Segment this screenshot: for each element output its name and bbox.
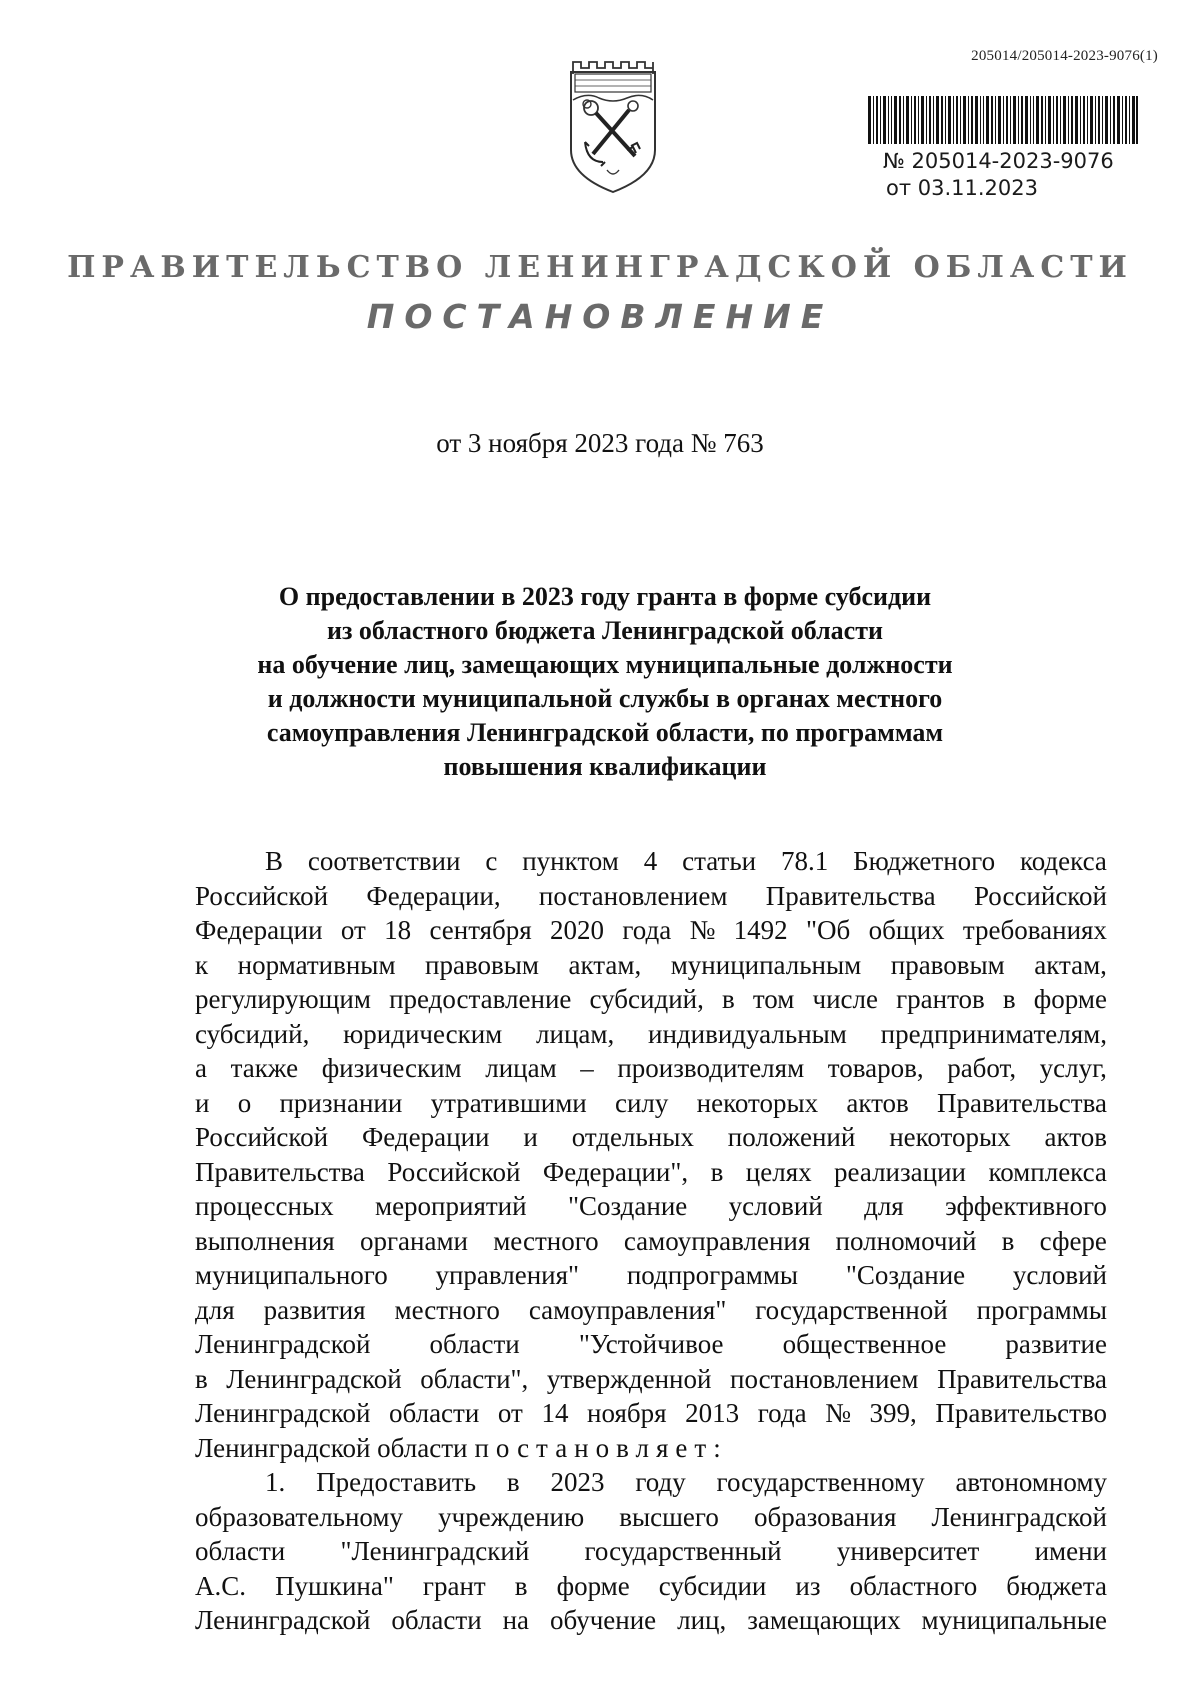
body-word: Федерации", (542, 1156, 689, 1187)
body-word: самоуправления (623, 1225, 811, 1256)
body-word: в (710, 1156, 724, 1187)
body-line (195, 1086, 1107, 1121)
body-word: 1492 (733, 915, 788, 945)
body-word: 18 (384, 915, 412, 945)
body-word: пунктом (522, 846, 619, 876)
body-word: года (757, 1398, 807, 1428)
body-word: силу (615, 1087, 669, 1118)
body-line (195, 879, 1107, 914)
body-line (195, 1051, 1107, 1086)
body-line (195, 1293, 1107, 1328)
body-word: числе (812, 984, 878, 1014)
body-line (195, 1603, 1107, 1638)
body-word: лицам (485, 1053, 557, 1083)
body-word: условий (1012, 1260, 1107, 1290)
body-word: предпринимателям, (880, 1018, 1107, 1049)
body-word: комплекса (988, 1156, 1107, 1187)
body-word: "Создание (845, 1260, 966, 1290)
body-word: "Устойчивое (578, 1329, 724, 1359)
heading-line: О предоставлении в 2023 году гранта в форме субсидии (278, 582, 932, 611)
body-word: постановлением (730, 1363, 919, 1394)
body-word: актам, (1034, 949, 1107, 980)
body-word: образования (753, 1501, 897, 1532)
body-word: муниципальным (670, 949, 862, 980)
body-line (195, 1327, 1107, 1362)
body-word: в (506, 1467, 520, 1497)
body-word: индивидуальным (648, 1018, 847, 1049)
body-word: "Об (805, 915, 851, 945)
body-word: местного (394, 1294, 500, 1325)
body-word: о (237, 1087, 252, 1118)
body-word: от (340, 915, 366, 945)
body-word: области (391, 1605, 482, 1635)
body-word: условий (728, 1191, 823, 1221)
body-word: области (429, 1329, 520, 1359)
body-word: № (825, 1398, 851, 1428)
body-word: обучение (550, 1605, 657, 1635)
body-word: – (580, 1053, 594, 1083)
body-word: 399, (869, 1398, 917, 1428)
body-word: предоставление (389, 984, 572, 1014)
body-word: выполнения (195, 1225, 335, 1256)
body-word: субсидии (658, 1570, 767, 1601)
body-line (195, 982, 1107, 1017)
body-word: Федерации (361, 1122, 490, 1152)
body-line (195, 1465, 1107, 1500)
body-word: к (195, 949, 209, 980)
body-line (195, 844, 1107, 879)
body-word: Российской (195, 880, 329, 911)
body-word: и (523, 1122, 538, 1152)
body-word: с (485, 846, 498, 876)
body-word: лиц, (677, 1605, 727, 1635)
body-word: актам, (568, 949, 642, 980)
body-word: развития (263, 1294, 366, 1325)
body-word: правовым (425, 949, 540, 980)
body-word: Российской (973, 880, 1107, 911)
body-word: услуг, (1039, 1053, 1107, 1083)
body-word: 2013 (685, 1398, 740, 1428)
body-word: году (635, 1467, 686, 1497)
body-word: государственному (716, 1467, 925, 1497)
body-word: Правительства (765, 880, 936, 911)
body-word: сентября (429, 915, 532, 945)
body-line (195, 1569, 1107, 1604)
body-word: 2023 (550, 1467, 605, 1497)
body-word: регулирующим (195, 984, 371, 1014)
body-word: также (230, 1053, 299, 1083)
body-line (195, 1189, 1107, 1224)
body-word: Ленинградской (931, 1501, 1107, 1532)
body-word: некоторых (696, 1087, 819, 1118)
body-line (195, 1500, 1107, 1535)
body-word: отдельных (571, 1122, 694, 1152)
body-word: государственный (584, 1536, 782, 1566)
body-word: том (752, 984, 795, 1014)
resolves-word: постановляет: (474, 1432, 728, 1463)
body-word: некоторых (889, 1122, 1011, 1152)
body-word: для (195, 1294, 235, 1325)
body-word: реализации (834, 1156, 967, 1187)
body-word: 2020 (550, 915, 605, 945)
body-line (195, 1120, 1107, 1155)
body-text-span: Ленинградской области (195, 1432, 468, 1463)
body-word: на (502, 1605, 530, 1635)
body-word: Бюджетного (853, 846, 996, 876)
body-word: "Ленинградский (340, 1536, 530, 1566)
body-word: в (195, 1363, 208, 1394)
body-word: Ленинградской (226, 1363, 402, 1394)
body-word: замещающих (747, 1605, 901, 1635)
body-word: области", (420, 1363, 529, 1394)
body-word: 4 (643, 846, 658, 876)
body-word: требованиях (962, 915, 1107, 945)
body-word: Правительства (937, 1363, 1107, 1394)
body-word: соответствии (307, 846, 461, 876)
body-word: Правительства (937, 1087, 1107, 1118)
body-word: органами (359, 1225, 468, 1256)
body-word: эффективного (945, 1191, 1107, 1221)
body-line (195, 1534, 1107, 1569)
body-word: для (864, 1191, 904, 1221)
body-word: кодекса (1019, 846, 1107, 876)
body-word: области (389, 1398, 480, 1428)
body-line (195, 1017, 1107, 1052)
body-line (195, 948, 1107, 983)
leningrad-oblast-coat-of-arms-icon (567, 58, 659, 196)
body-word: мероприятий (374, 1191, 527, 1221)
body-word: актов (846, 1087, 909, 1118)
body-word: процессных (195, 1191, 334, 1221)
body-word: в (514, 1570, 528, 1601)
body-word: физическим (321, 1053, 462, 1083)
body-word: субсидий, (589, 984, 704, 1014)
barcode-icon (868, 96, 1138, 144)
body-word: работ, (947, 1053, 1017, 1083)
decree-body (195, 844, 1107, 1638)
body-word: "Создание (567, 1191, 688, 1221)
body-word: бюджета (1006, 1570, 1107, 1601)
body-word: статьи (682, 846, 757, 876)
heading-line: на обучение лиц, замещающих муниципальные должности (257, 650, 953, 679)
body-word: в (721, 984, 735, 1014)
body-word: правовым (890, 949, 1005, 980)
body-word: 1. (265, 1467, 286, 1497)
registration-number: № 205014-2023-9076 (883, 149, 1114, 173)
body-word: Пушкина" (275, 1570, 394, 1601)
body-word: признании (279, 1087, 403, 1118)
body-word: учреждению (438, 1501, 585, 1532)
body-word: муниципального (195, 1260, 388, 1290)
body-line (195, 1224, 1107, 1259)
body-word: в (1002, 984, 1016, 1014)
body-word: областного (849, 1570, 978, 1601)
heading-line: повышения квалификации (443, 752, 767, 781)
body-word: форме (1033, 984, 1107, 1014)
body-word: положений (727, 1122, 856, 1152)
body-word: Ленинградской (195, 1329, 371, 1359)
body-word: грант (422, 1570, 486, 1601)
body-word: постановлением (538, 880, 728, 911)
body-word: утратившими (430, 1087, 587, 1118)
body-word: Ленинградской (195, 1398, 371, 1428)
body-word: В (265, 846, 284, 876)
body-line (195, 1155, 1107, 1190)
body-line (195, 1362, 1107, 1397)
body-word: товаров, (827, 1053, 924, 1083)
body-word: Федерации, (366, 880, 501, 911)
body-word: юридическим (343, 1018, 503, 1049)
body-word: общественное (782, 1329, 947, 1359)
body-line (195, 1396, 1107, 1431)
body-word: полномочий (835, 1225, 977, 1256)
body-line (195, 1431, 1107, 1466)
body-line (195, 913, 1107, 948)
body-word: грантов (896, 984, 985, 1014)
body-word: Федерации (195, 915, 323, 945)
body-word: нормативным (237, 949, 396, 980)
body-word: муниципальные (921, 1605, 1107, 1635)
body-word: в (1001, 1225, 1015, 1256)
body-word: программы (976, 1294, 1107, 1325)
body-word: актов (1044, 1122, 1107, 1152)
body-word: форме (556, 1570, 630, 1601)
decree-date-number: от 3 ноября 2023 года № 763 (436, 428, 764, 458)
body-word: 78.1 (780, 846, 829, 876)
body-word: общих (868, 915, 945, 945)
body-word: и (195, 1087, 210, 1118)
registration-date: от 03.11.2023 (886, 176, 1038, 200)
body-word: университет (836, 1536, 980, 1566)
heading-line: самоуправления Ленинградской области, по программам (266, 718, 944, 747)
body-word: местного (493, 1225, 599, 1256)
body-word: а (195, 1053, 207, 1083)
decree-title: ПОСТАНОВЛЕНИЕ (366, 297, 834, 336)
registration-block (868, 96, 1140, 202)
body-word: субсидий, (195, 1018, 310, 1049)
body-word: автономному (955, 1467, 1107, 1497)
body-word: 14 (541, 1398, 569, 1428)
body-word: самоуправления" (528, 1294, 727, 1325)
body-word: Российской (195, 1122, 329, 1152)
body-word: целях (745, 1156, 812, 1187)
body-word: лицам, (536, 1018, 615, 1049)
body-word: года (622, 915, 672, 945)
body-word: Российской (387, 1156, 521, 1187)
body-word: из (795, 1570, 821, 1601)
body-word: утвержденной (546, 1363, 712, 1394)
government-title: ПРАВИТЕЛЬСТВО ЛЕНИНГРАДСКОЙ ОБЛАСТИ (67, 250, 1133, 285)
body-word: образовательному (195, 1501, 403, 1532)
body-word: Предоставить (316, 1467, 477, 1497)
body-word: Ленинградской (195, 1605, 371, 1635)
body-word: ноября (587, 1398, 667, 1428)
body-word: управления" (435, 1260, 580, 1290)
body-word: подпрограммы (626, 1260, 799, 1290)
body-word: развитие (1005, 1329, 1107, 1359)
body-word: производителям (617, 1053, 805, 1083)
body-word: имени (1034, 1536, 1107, 1566)
body-word: Правительство (935, 1398, 1107, 1428)
document-id: 205014/205014-2023-9076(1) (971, 48, 1158, 64)
body-line (195, 1258, 1107, 1293)
body-word: А.С. (195, 1570, 247, 1601)
body-word: от (497, 1398, 523, 1428)
decree-heading (150, 580, 1060, 784)
body-word: области (195, 1536, 286, 1566)
heading-line: и должности муниципальной службы в органах местного (267, 684, 943, 713)
heading-line: из областного бюджета Ленинградской области (327, 616, 883, 645)
body-word: сфере (1039, 1225, 1107, 1256)
body-word: Правительства (195, 1156, 365, 1187)
body-word: № (689, 915, 716, 945)
body-word: государственной (755, 1294, 948, 1325)
body-word: высшего (619, 1501, 719, 1532)
